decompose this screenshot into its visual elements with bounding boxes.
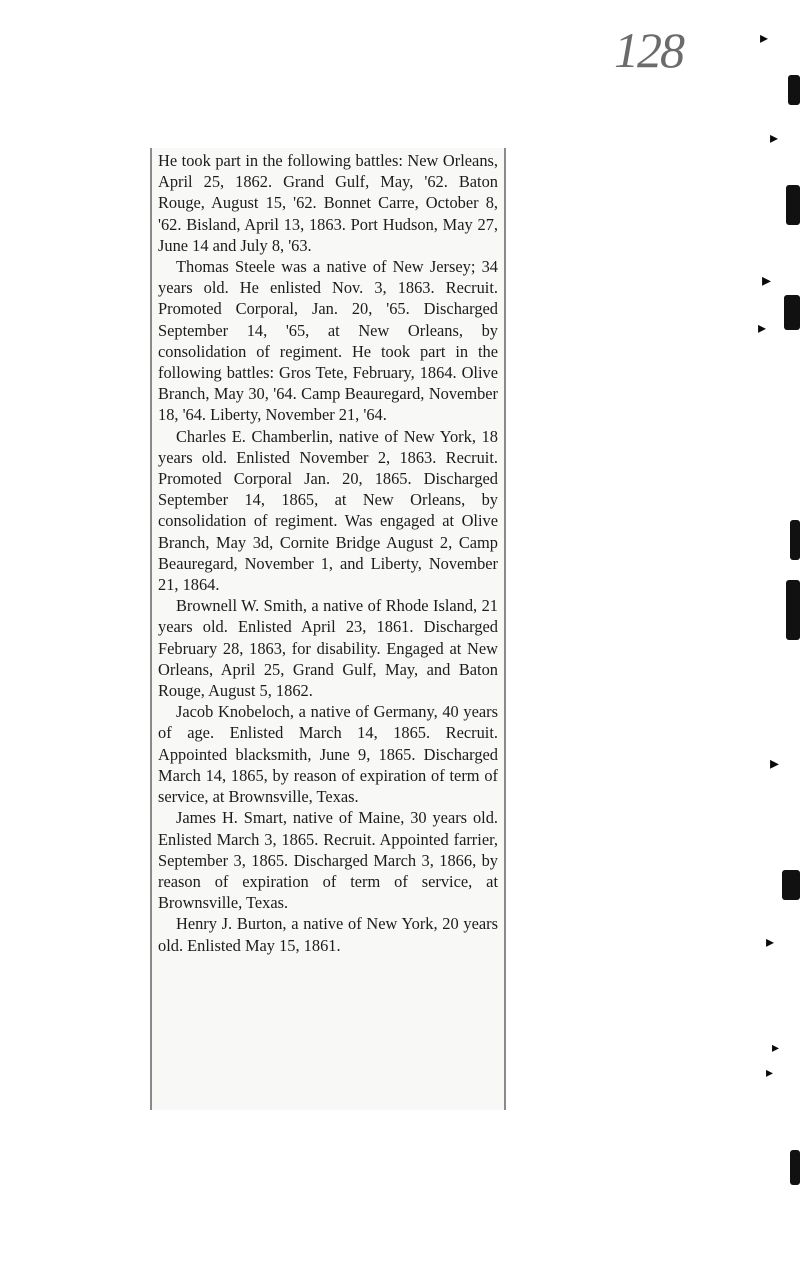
paragraph-james-smart: James H. Smart, native of Maine, 30 years old. Enlisted March 3, 1865. Recruit. Appointed farrier, September 3, 1865. Discharged March 3, 1866, by reason of expiration of term of service, at Brownsville, Texas. — [158, 808, 498, 913]
paragraph-charles-chamberlin: Charles E. Chamberlin, native of New York, 18 years old. Enlisted November 2, 1863. Recruit. Promoted Corporal Jan. 20, 1865. Discharged September 14, 1865, at New Orleans, by consolidation of regiment. Was engaged at Olive Branch, May 3d, Cornite Bridge August 2, Camp Beauregard, November 1, and Liberty, November 21, 1864. — [158, 426, 498, 595]
triangle-mark-icon: ▸ — [770, 753, 780, 774]
triangle-mark-icon: ▸ — [770, 128, 779, 147]
scan-blot — [790, 520, 800, 560]
scan-blot — [786, 580, 800, 640]
paragraph-battles-list: He took part in the following battles: New Orleans, April 25, 1862. Grand Gulf, May, '62. Baton Rouge, August 15, '62. Bonnet Carre, October 8, '62. Bisland, April 13, 1863. Port Hudson, May 27, June 14 and July 8, '63. — [158, 151, 498, 255]
paragraph-jacob-knobeloch: Jacob Knobeloch, a native of Germany, 40 years of age. Enlisted March 14, 1865. Recruit. Appointed blacksmith, June 9, 1865. Discharged March 14, 1865, by reason of expiration of term of service, at Brownsville, Texas. — [158, 702, 498, 807]
triangle-mark-icon: ▸ — [766, 932, 775, 951]
triangle-mark-icon: ▸ — [758, 318, 767, 337]
page-number: 128 — [614, 22, 683, 78]
scan-blot — [790, 1150, 800, 1185]
triangle-mark-icon: ▸ — [772, 1040, 780, 1056]
scan-blot — [784, 295, 800, 330]
triangle-mark-icon: ▸ — [760, 28, 769, 47]
paragraph-brownell-smith: Brownell W. Smith, a native of Rhode Island, 21 years old. Enlisted April 23, 1861. Discharged February 28, 1863, for disability. Engaged at New Orleans, April 25, Grand Gulf, May, and Baton Rouge, August 5, 1862. — [158, 596, 498, 701]
paragraph-henry-burton: Henry J. Burton, a native of New York, 20 years old. Enlisted May 15, 1861. — [158, 914, 498, 955]
triangle-mark-icon: ▸ — [766, 1065, 774, 1081]
paragraph-thomas-steele: Thomas Steele was a native of New Jersey; 34 years old. He enlisted Nov. 3, 1863. Recruit. Promoted Corporal, Jan. 20, '65. Discharged September 14, '65, at New Orleans, by consolidation of regiment. He took part in the following battles: Gros Tete, February, 1864. Olive Branch, May 30, '64. Camp Beauregard, November 18, '64. Liberty, November 21, '64. — [158, 257, 498, 425]
triangle-mark-icon: ▸ — [762, 270, 772, 291]
scan-blot — [782, 870, 800, 900]
scan-blot — [786, 185, 800, 225]
scan-blot — [788, 75, 800, 105]
clipping-text-column — [158, 150, 498, 956]
